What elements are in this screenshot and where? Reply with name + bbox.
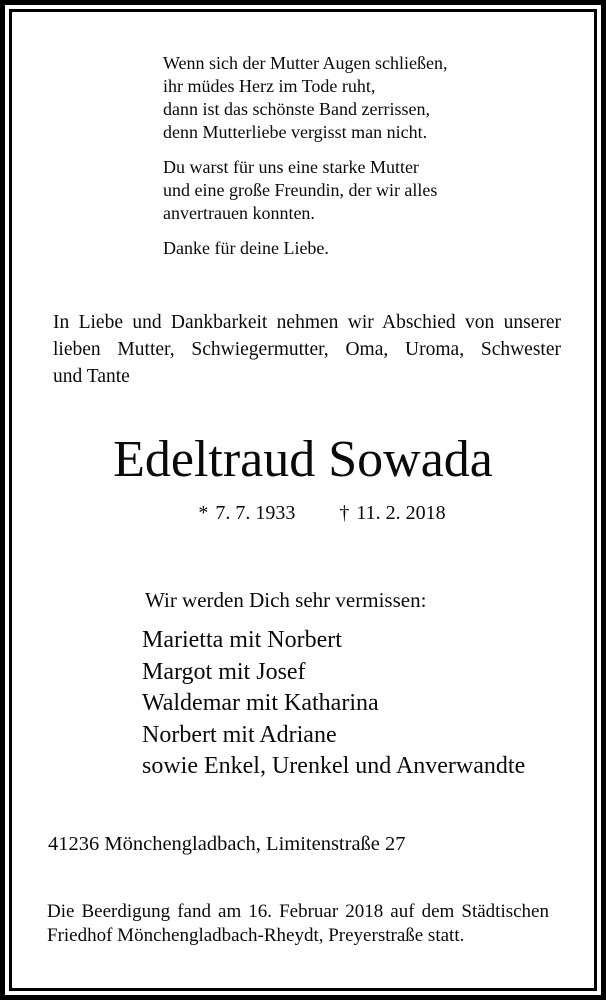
obituary-inner-frame	[9, 9, 597, 991]
poem-line: und eine große Freundin, der wir alles	[163, 180, 438, 200]
birth-star-icon: *	[198, 502, 209, 524]
mourner-line: Norbert mit Adriane	[142, 721, 337, 748]
funeral-info	[47, 900, 549, 947]
death-date	[339, 501, 445, 525]
poem-thanks-line: Danke für deine Liebe.	[163, 238, 329, 258]
poem-line: ihr müdes Herz im Tode ruht,	[163, 76, 376, 96]
funeral-line: Friedhof Mönchengladbach-Rheydt, Preyerstraße statt.	[47, 924, 465, 946]
intro-line: In Liebe und Dankbarkeit nehmen wir Abschied von unserer	[53, 312, 561, 333]
mourner-line: Margot mit Josef	[142, 658, 306, 685]
mourner-line: Waldemar mit Katharina	[142, 690, 379, 716]
mourner-line: Marietta mit Norbert	[142, 627, 342, 653]
deceased-name: Edeltraud Sowada	[113, 431, 493, 488]
frame-gap	[5, 5, 601, 995]
life-dates	[12, 501, 594, 525]
intro-line: lieben Mutter, Schwiegermutter, Oma, Uroma, Schwester	[53, 339, 561, 360]
mourners-list	[142, 625, 525, 783]
poem-stanza-1	[163, 52, 447, 144]
memorial-poem	[163, 52, 447, 260]
birth-date	[198, 501, 295, 525]
poem-stanza-2	[163, 156, 447, 225]
poem-line: anvertrauen konnten.	[163, 203, 315, 223]
death-cross-icon: †	[339, 502, 350, 524]
farewell-heading: Wir werden Dich sehr vermissen:	[145, 588, 427, 612]
address-line: 41236 Mönchengladbach, Limitenstraße 27	[48, 833, 406, 855]
poem-line: Wenn sich der Mutter Augen schließen,	[163, 53, 448, 73]
poem-line: denn Mutterliebe vergisst man nicht.	[163, 122, 428, 142]
death-date-text: 11. 2. 2018	[356, 502, 446, 524]
poem-line: dann ist das schönste Band zerrissen,	[163, 99, 430, 119]
intro-line: und Tante	[53, 366, 130, 387]
mourner-line: sowie Enkel, Urenkel und Anverwandte	[142, 753, 526, 779]
poem-line: Du warst für uns eine starke Mutter	[163, 157, 419, 177]
funeral-line: Die Beerdigung fand am 16. Februar 2018 auf dem Städtischen	[47, 901, 549, 922]
intro-paragraph	[53, 309, 561, 390]
birth-date-text: 7. 7. 1933	[215, 502, 296, 524]
